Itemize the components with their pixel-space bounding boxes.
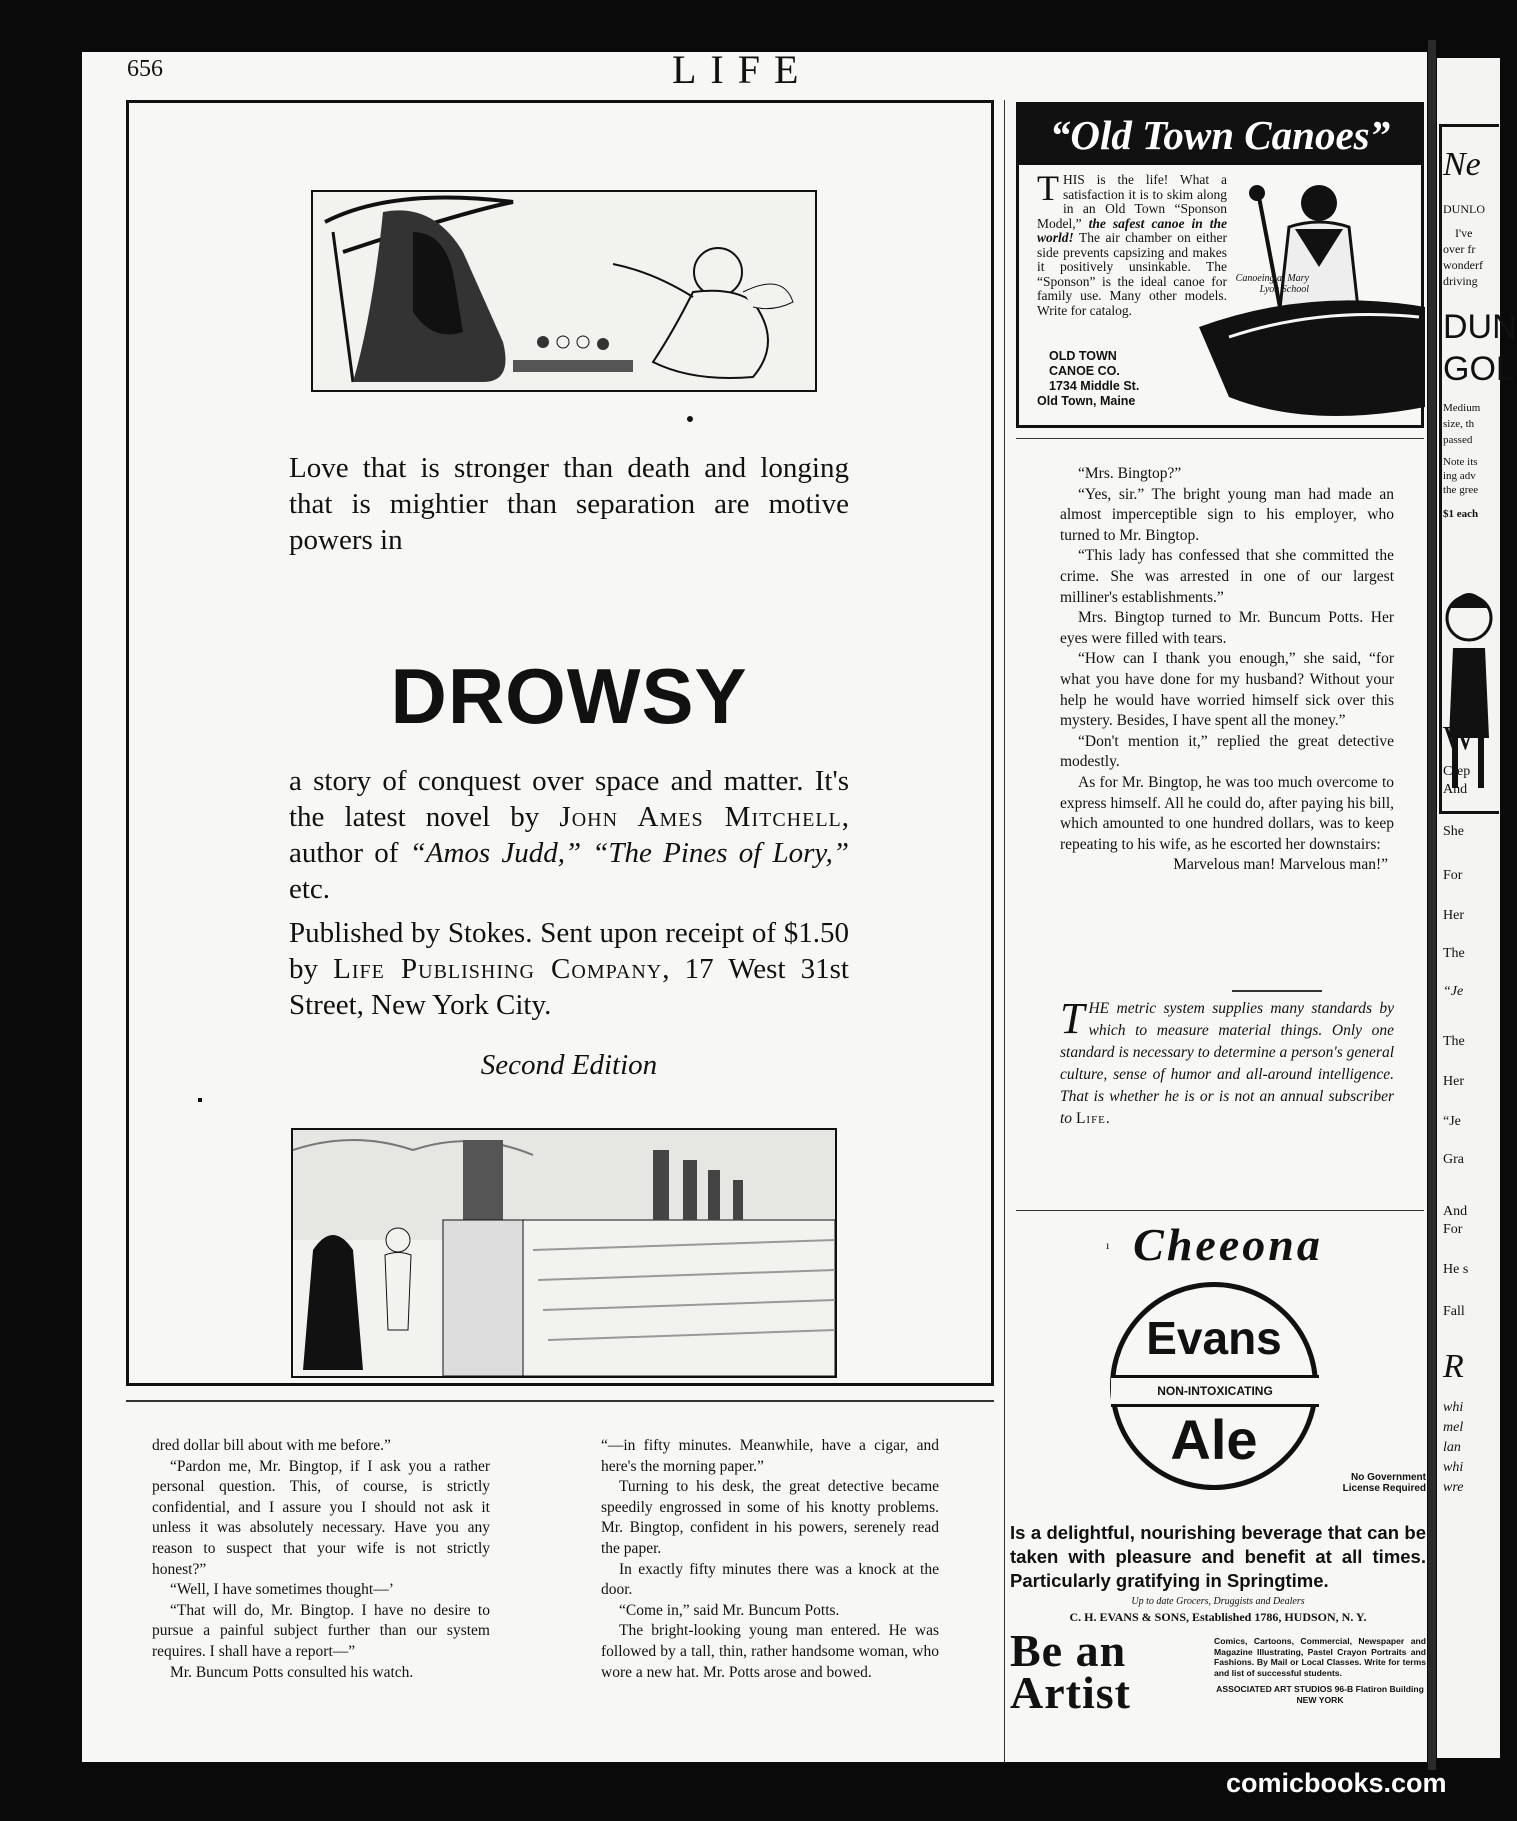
fragment-text: over fr: [1443, 242, 1476, 256]
fragment-text: For: [1443, 868, 1463, 883]
evans-name: Evans: [1146, 1312, 1282, 1364]
fragment-text: He s: [1443, 1262, 1469, 1277]
fragment-text: mel: [1443, 1420, 1464, 1435]
paragraph: “That will do, Mr. Bingtop. I have no desire to pursue a painful subject further than our system requires. I shall have a report—”: [152, 1601, 490, 1660]
facing-page-fragment: [1437, 58, 1517, 1758]
story-column-3: [1060, 464, 1394, 876]
artist-address: ASSOCIATED ART STUDIOS 96-B Flatiron Building NEW YORK: [1216, 1684, 1424, 1705]
fragment-text: size, th: [1443, 418, 1475, 430]
canoe-illustration: [1199, 167, 1425, 429]
copy-text-end: The air chamber on either side prevents capsizing and makes it positively unsinkable. The “Sponson” is the ideal canoe for family use. Many other models. Write for catalog.: [1037, 230, 1227, 318]
address-line: CANOE CO.: [1049, 364, 1120, 378]
horizontal-rule: [1016, 1210, 1424, 1211]
fragment-text: “Je: [1443, 1114, 1461, 1129]
drowsy-ad: [126, 100, 994, 1386]
metric-end: Life.: [1075, 1110, 1111, 1127]
old-town-address: [1037, 349, 1197, 409]
fragment-text: Medium: [1443, 402, 1481, 414]
fragment-text: Crep: [1443, 764, 1471, 779]
paragraph: Marvelous man! Marvelous man!”: [1173, 856, 1388, 874]
paragraph: dred dollar bill about with me before.”: [152, 1437, 391, 1454]
publish-start: Published by Stokes. Sent upon receipt of $1.50 by: [289, 917, 849, 985]
logo-line: Artist: [1010, 1667, 1131, 1718]
horizontal-rule: [1016, 438, 1424, 439]
cheeona-copy: Is a delightful, nourishing beverage that can be taken with pleasure and benefit at all times. Particularly gratifying in Springtime.: [1010, 1522, 1426, 1591]
metric-system-note: [1060, 994, 1394, 1130]
license-notice: No Government License Required: [1342, 1472, 1426, 1494]
site-watermark: comicbooks.com: [1226, 1768, 1447, 1798]
logo-line: Be an: [1010, 1625, 1127, 1676]
statues-avenue-illustration: [291, 1128, 837, 1378]
fragment-text: wonderf: [1443, 258, 1483, 272]
second-edition: Second Edition: [480, 1049, 658, 1081]
magazine-page: [82, 47, 1427, 1762]
fragment-text: GOL: [1443, 350, 1515, 388]
artist-copy: Comics, Cartoons, Commercial, Newspaper and Magazine Illustrating, Pastel Crayon Portraits and Fashions. By Mail or Local Classes. Write for terms and list of successful students.: [1214, 1636, 1426, 1678]
canoe-drawing: [1199, 167, 1425, 429]
paragraph: “Mrs. Bingtop?”: [1078, 465, 1182, 482]
ink-speck: [198, 1098, 202, 1102]
fragment-text: Fall: [1443, 1304, 1465, 1319]
paragraph: The bright-looking young man entered. He was followed by a tall, thin, rather handsome woman, who wore a new hat. Mr. Potts arose and bowed.: [601, 1622, 939, 1681]
paragraph: “How can I thank you enough,” she said, “for what you have done for my husband? Without your help he would have worried himself sick over this mystery. Besides, I have spent all the money.”: [1060, 650, 1394, 730]
description-end: etc.: [289, 873, 331, 905]
description-mid: , author of: [289, 801, 850, 869]
page-number: 656: [127, 56, 163, 82]
author-name: John Ames Mitchell: [559, 801, 842, 833]
publish-end: , 17 West 31st Street, New York City.: [289, 953, 849, 1021]
paragraph: “Don't mention it,” replied the great detective modestly.: [1060, 732, 1394, 771]
paragraph: “Pardon me, Mr. Bingtop, if I ask you a rather personal question. This, of course, is strictly confidential, and I assure you I should not ask it unless it was absolutely necessary. Have you any reason to suspect that your wife is not strictly honest?”: [152, 1457, 490, 1578]
copy-italic: the safest canoe in the world!: [1037, 215, 1228, 245]
drowsy-title: DROWSY: [390, 652, 748, 740]
drowsy-intro: Love that is stronger than death and longing that is mightier than separation are motive powers in: [289, 452, 849, 556]
address-line: 1734 Middle St.: [1049, 379, 1140, 393]
paragraph: Mrs. Bingtop turned to Mr. Buncum Potts. Her eyes were filled with tears.: [1060, 609, 1394, 647]
fragment-text: Note its: [1443, 456, 1478, 468]
drowsy-description: [289, 763, 849, 907]
description-start: a story of conquest over space and matter. It's the latest novel by: [289, 765, 849, 833]
book-title-amos-judd: “Amos Judd,”: [409, 837, 582, 869]
column-divider: [1004, 100, 1005, 1762]
story-column-1: [152, 1436, 490, 1683]
old-town-canoes-ad: [1016, 102, 1424, 428]
paragraph: “Come in,” said Mr. Buncum Potts.: [619, 1601, 840, 1619]
non-intoxicating-band: NON-INTOXICATING: [1111, 1375, 1319, 1407]
dealers-line: Up to date Grocers, Druggists and Dealers: [1131, 1596, 1305, 1607]
fragment-text: Her: [1443, 908, 1464, 923]
address-line: Old Town, Maine: [1037, 394, 1136, 408]
drowsy-publisher-info: [289, 915, 849, 1023]
metric-text: HE metric system supplies many standards by which to measure material things. Only one standard is necessary to determine a person's general culture, sense of humor and all-around intelligence. That is whether he is or is not an annual subscriber to: [1060, 1000, 1394, 1127]
publisher-name: Life Publishing Company: [333, 953, 663, 985]
address-line: OLD TOWN: [1049, 349, 1117, 363]
fragment-text: And: [1443, 782, 1468, 797]
stray-mark: ı: [1106, 1238, 1110, 1252]
fragment-text: the gree: [1443, 484, 1479, 496]
fragment-text: She: [1443, 824, 1464, 839]
fragment-text: The: [1443, 946, 1465, 961]
paragraph: As for Mr. Bingtop, he was too much overcome to express himself. All he could do, after paying his bill, which amounted to one hundred dollars, was to keep repeating to his wife, as he escorted her downstairs:: [1060, 773, 1394, 853]
fragment-text: DUN: [1443, 308, 1517, 346]
evans-ale-logo: [1110, 1282, 1318, 1490]
fragment-text: And: [1443, 1204, 1468, 1219]
fragment-text: DUNLO: [1443, 202, 1485, 216]
fragment-text: $1 each: [1443, 508, 1479, 520]
paragraph: “Yes, sir.” The bright young man had made an almost imperceptible sign to his employer, who turned to Mr. Bingtop.: [1060, 485, 1394, 544]
paragraph: “—in fifty minutes. Meanwhile, have a cigar, and here's the morning paper.”: [601, 1437, 939, 1475]
fragment-text: W: [1443, 720, 1476, 757]
chess-scene-drawing: [313, 192, 815, 390]
fragment-text: “Je: [1443, 984, 1464, 999]
fragment-text: Gra: [1443, 1152, 1464, 1167]
paragraph: “This lady has confessed that she committed the crime. She was arrested in one of our largest milliner's establishments.”: [1060, 547, 1394, 606]
be-an-artist-logo: [1010, 1625, 1208, 1718]
avenue-drawing: [293, 1130, 835, 1376]
drop-cap: T: [1037, 168, 1059, 208]
ink-dot: [687, 416, 693, 422]
story-column-2: [601, 1436, 939, 1683]
drop-cap: T: [1060, 994, 1085, 1043]
cheeona-brand: Cheeona: [1133, 1219, 1323, 1270]
page-gutter: [1428, 40, 1436, 1770]
fragment-text: whi: [1443, 1460, 1464, 1475]
fragment-text: Ne: [1443, 146, 1481, 183]
fragment-text: passed: [1443, 434, 1473, 446]
photo-caption: Canoeing at Mary Lyon School: [1235, 273, 1309, 295]
copy-text: HIS is the life! What a satisfaction it is to skim along in an Old Town “Sponson Model,”: [1037, 172, 1227, 231]
paragraph: In exactly fifty minutes there was a knock at the door.: [601, 1560, 939, 1599]
death-and-cupid-chess-illustration: [311, 190, 817, 392]
fragment-text: driving: [1443, 274, 1478, 288]
fragment-text: I've: [1455, 226, 1473, 240]
paragraph: Mr. Buncum Potts consulted his watch.: [170, 1663, 414, 1681]
ale-word: Ale: [1170, 1408, 1258, 1471]
fragment-text: For: [1443, 1222, 1463, 1237]
fragment-text: Her: [1443, 1074, 1464, 1089]
separator-rule: [1232, 990, 1322, 992]
fragment-text: The: [1443, 1034, 1465, 1049]
old-town-headline: “Old Town Canoes”: [1019, 105, 1421, 165]
maker-line: C. H. EVANS & SONS, Established 1786, HUDSON, N. Y.: [1069, 1610, 1367, 1624]
fragment-text: R: [1443, 1348, 1464, 1385]
fragment-text: ing adv: [1443, 470, 1476, 482]
fragment-text: whi: [1443, 1400, 1464, 1415]
running-head: LIFE: [672, 47, 813, 92]
book-title-pines-of-lory: “The Pines of Lory,”: [592, 837, 850, 869]
horizontal-rule: [126, 1400, 994, 1402]
fragment-text: lan: [1443, 1440, 1461, 1455]
paragraph: Turning to his desk, the great detective became speedily engrossed in some of his knotty problems. Mr. Bingtop, confident in his powers, serenely read the paper.: [601, 1478, 939, 1557]
old-town-copy: [1037, 168, 1228, 318]
paragraph: “Well, I have sometimes thought—’: [170, 1581, 394, 1599]
fragment-text: wre: [1443, 1480, 1464, 1495]
